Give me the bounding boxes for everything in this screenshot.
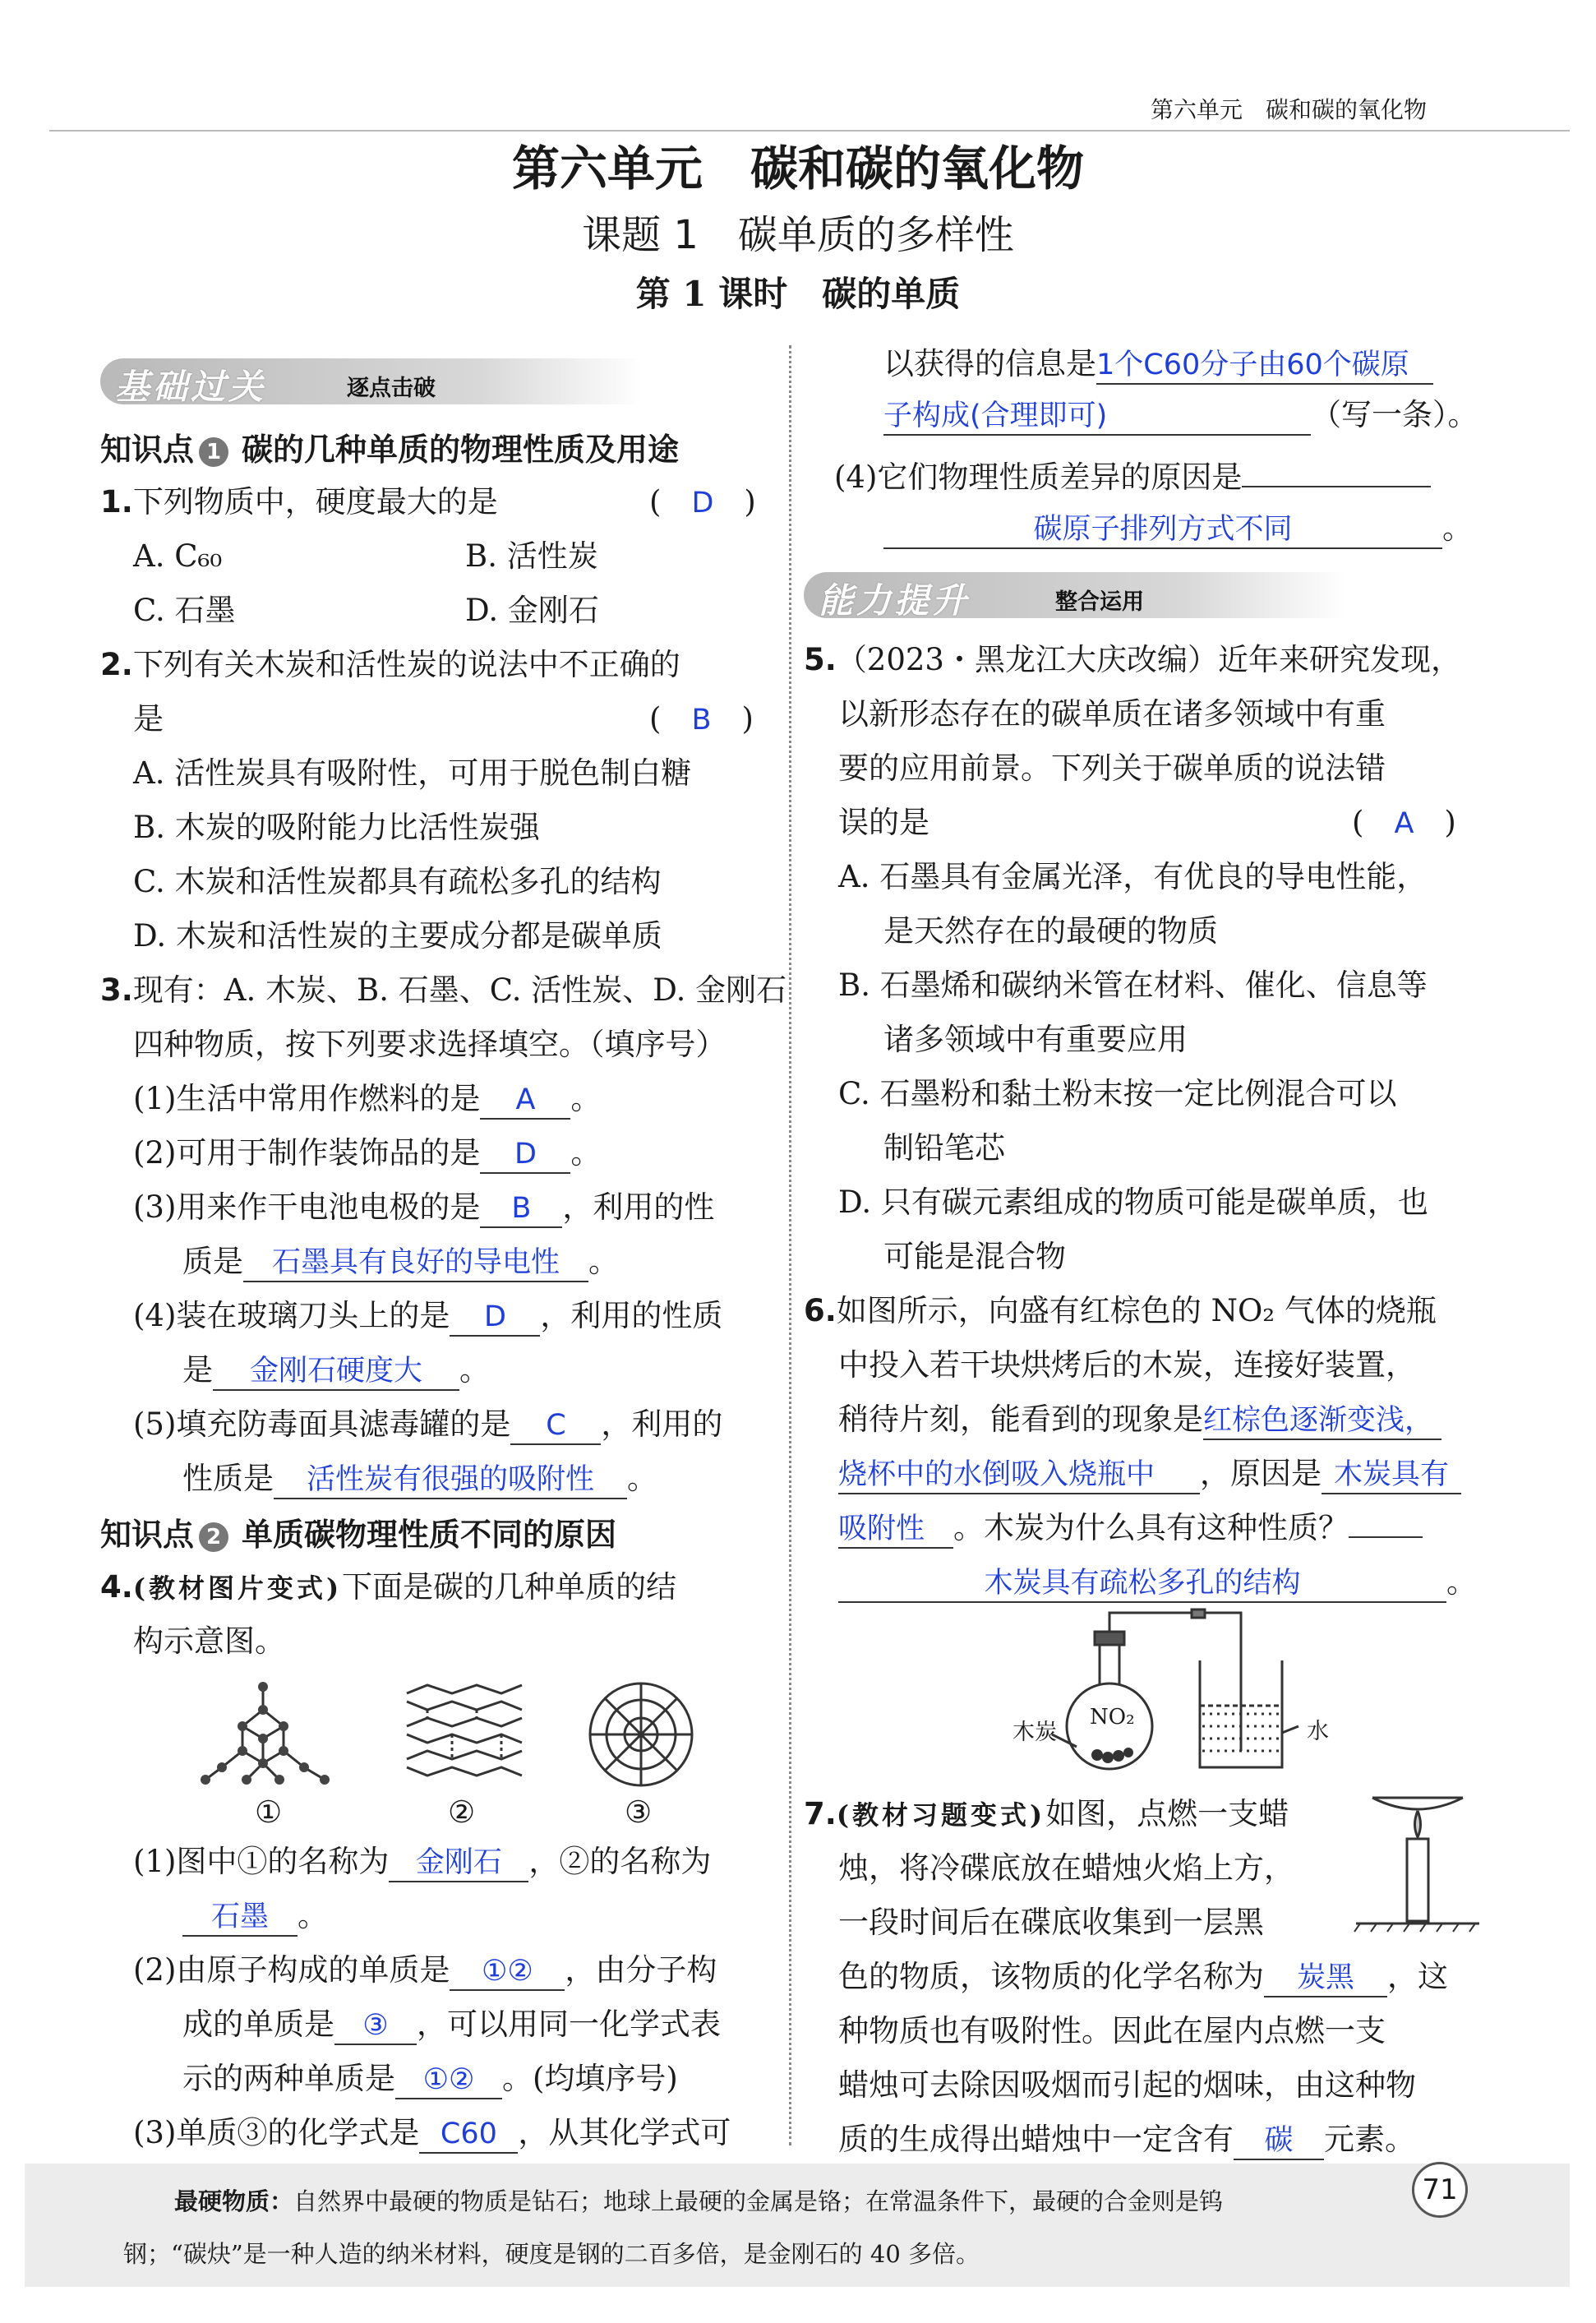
q3-part-3-cont: 质是 石墨具有良好的导电性 。 [182,1241,619,1282]
graphite-structure-figure [403,1681,526,1788]
q5-stem-2: 以新形态存在的碳单质在诸多领域中有重 [838,696,1386,732]
q3-part-3: (3)用来作干电池电极的是 B ，利用的性 [133,1187,714,1228]
q7-candle-figure [1348,1788,1488,1940]
q7-stem-2: 烛，将冷碟底放在蜡烛火焰上方， [838,1850,1294,1886]
q4-part-2-cont: 成的单质是 ③ ，可以用同一化学式表 [182,2004,721,2045]
lesson-title: 课题 1 碳单质的多样性 [582,212,1014,258]
q6-answer-5: 木炭具有疏松多孔的结构 [984,1567,1301,1600]
footer-label: 最硬物质： [174,2187,294,2215]
q3-answer-3: B [511,1192,532,1225]
basic-banner-sub: 逐点击破 [347,376,436,401]
q4-answer-1b: 石墨 [210,1900,269,1933]
q2-option-d: D. 木炭和活性炭的主要成分都是碳单质 [133,918,662,954]
q4-part-3: (3)单质③的化学式是 C60 ，从其化学式可 [133,2113,731,2154]
basic-banner [100,358,643,407]
q6-label-water: 水 [1307,1719,1329,1744]
q5-option-d-2: 可能是混合物 [883,1239,1066,1274]
q6-answer-1: 红棕色逐渐变浅， [1203,1404,1434,1437]
q4-answer-1: 金刚石 [415,1846,502,1879]
kp-number: 1 [199,437,228,467]
q7-stem-7: 蜡烛可去除因吸烟而引起的烟味，由这种物 [838,2067,1416,2103]
q4-part-3-cont2: 子构成(合理即可) （写一条）。 [883,395,1478,436]
knowledge-point-2 [100,1509,616,1554]
q4-part-4: (4)它们物理性质差异的原因是 [834,457,1431,498]
q7-answer-1: 炭黑 [1296,1961,1354,1994]
ability-banner [804,572,1346,621]
q1-option-c: C. 石墨 [133,593,236,628]
footer-line-1: 最硬物质：自然界中最硬的物质是钻石；地球上最硬的金属是铬；在常温条件下，最硬的合金则是钨 [174,2187,1224,2215]
q6-label-no2: NO₂ [1090,1705,1135,1730]
q7-answer-2: 碳 [1264,2124,1294,2157]
q6-answer-4: 吸附性 [838,1512,925,1545]
q4-answer-3c: 子构成(合理即可) [883,399,1108,432]
q4-answer-2b: ③ [362,2009,389,2042]
q7-stem-6: 种物质也有吸附性。因此在屋内点燃一支 [838,2013,1386,2048]
q3-part-4-cont: 是 金刚石硬度大 。 [182,1350,490,1391]
q3-answer-4b: 金刚石硬度大 [249,1355,422,1388]
q3-part-1: (1)生活中常用作燃料的是 A 。 [133,1078,601,1120]
q3-part-5: (5)填充防毒面具滤毒罐的是 C ，利用的 [133,1404,722,1445]
q6-stem-5: 吸附性 。木炭为什么具有这种性质？ [838,1508,1423,1549]
q1-option-d: D. 金刚石 [465,593,599,628]
q1-answer: ( D ) [649,484,756,520]
q4-answer-3b: 1个C60分子由60个碳原 [1096,349,1409,381]
fig-label-3: ③ [625,1794,653,1830]
kp-label: 知识点 [100,432,195,468]
q3-answer-3b: 石墨具有良好的导电性 [271,1246,560,1279]
q2-answer: ( B ) [649,701,754,737]
fig-label-1: ① [255,1794,283,1830]
q4-part-2-cont2: 示的两种单质是 ①② 。(均填序号) [182,2058,678,2099]
fig-label-2: ② [448,1794,476,1830]
q7-stem-3: 一段时间后在碟底收集到一层黑 [838,1905,1264,1940]
unit-title: 第六单元 碳和碳的氧化物 [511,141,1084,196]
kp-title: 单质碳物理性质不同的原因 [242,1517,617,1553]
q3-answer-5: C [546,1409,566,1442]
page-number: 71 [1412,2162,1468,2218]
q4-part-1: (1)图中①的名称为 金刚石 ，②的名称为 [133,1841,711,1882]
q6-label-charcoal: 木炭 [1012,1720,1057,1745]
q6-stem-4: 烧杯中的水倒吸入烧瓶中 ，原因是 木炭具有 [838,1453,1461,1494]
q6-answer-2: 烧杯中的水倒吸入烧瓶中 [838,1458,1155,1491]
kp-title: 碳的几种单质的物理性质及用途 [242,432,680,468]
c60-structure-figure [584,1677,699,1792]
q3-answer-4: D [483,1300,506,1333]
column-divider [789,345,791,2145]
q3-part-4: (4)装在玻璃刀头上的是 D ，利用的性质 [133,1295,722,1337]
q6-stem-2: 中投入若干块烘烤后的木炭，连接好装置， [838,1347,1416,1383]
q4-answer-2c: ①② [422,2063,475,2096]
q4-answer-4: 碳原子排列方式不同 [1033,513,1293,546]
q5-answer-value: A [1394,807,1414,840]
q2-stem-2: 是 [133,701,164,737]
q2-option-c: C. 木炭和活性炭都具有疏松多孔的结构 [133,864,662,899]
ability-banner-sub: 整合运用 [1055,589,1144,615]
q3-part-5-cont: 性质是 活性炭有很强的吸附性 。 [182,1458,657,1499]
q4-answer-2: ①② [482,1955,533,1988]
footer-line-2: 钢；“碳炔”是一种人造的纳米材料，硬度是钢的二百多倍，是金刚石的 40 多倍。 [123,2240,980,2268]
q6-answer-3: 木炭具有 [1333,1458,1449,1491]
q4-part-2: (2)由原子构成的单质是 ①② ，由分子构 [133,1950,717,1991]
q6-stem-3: 稍待片刻，能看到的现象是红棕色逐渐变浅， [838,1399,1441,1440]
q6-apparatus-figure [1044,1603,1331,1776]
q4-part-3-cont: 以获得的信息是1个C60分子由60个碳原 [883,344,1433,385]
q5-option-c: C. 石墨粉和黏土粉末按一定比例混合可以 [838,1076,1397,1111]
q7-stem-4: 色的物质，该物质的化学名称为 炭黑 ，这 [838,1956,1448,1997]
q1-answer-value: D [691,487,714,520]
q3-answer-2: D [514,1138,537,1171]
q4-stem-2: 构示意图。 [133,1623,285,1659]
q1-option-a: A. C₆₀ [133,538,223,574]
q6-stem-6: 木炭具有疏松多孔的结构 。 [838,1562,1477,1603]
q4-stem: 4.(教材图片变式)下面是碳的几种单质的结 [100,1569,677,1605]
q3-answer-5b: 活性炭有很强的吸附性 [306,1463,594,1496]
q7-stem-8: 质的生成得出蜡烛中一定含有 碳 元素。 [838,2119,1415,2160]
q5-stem-3: 要的应用前景。下列关于碳单质的说法错 [838,750,1386,786]
q5-option-d: D. 只有碳元素组成的物质可能是碳单质，也 [838,1185,1428,1220]
q4-part-4-cont: 碳原子排列方式不同 。 [883,508,1473,549]
basic-banner-title: 基础过关 [115,367,267,407]
q7-stem: 7.(教材习题变式)如图，点燃一支蜡 [804,1796,1289,1831]
q5-option-c-2: 制铅笔芯 [883,1130,1005,1166]
q2-stem: 2.下列有关木炭和活性炭的说法中不正确的 [100,647,680,682]
q2-option-b: B. 木炭的吸附能力比活性炭强 [133,810,540,845]
q3-stem: 3.现有：A. 木炭、B. 石墨、C. 活性炭、D. 金刚石 [100,972,787,1008]
q3-part-2: (2)可用于制作装饰品的是 D 。 [133,1133,601,1174]
q5-option-b: B. 石墨烯和碳纳米管在材料、催化、信息等 [838,968,1428,1003]
q3-stem-2: 四种物质，按下列要求选择填空。（填序号） [133,1027,727,1062]
q5-answer: ( A ) [1352,805,1456,840]
q5-stem: 5.（2023・黑龙江大庆改编）近年来研究发现， [804,642,1461,677]
kp-number: 2 [199,1522,228,1552]
q3-answer-1: A [515,1083,536,1116]
q2-answer-value: B [691,704,712,737]
q1-option-b: B. 活性炭 [465,538,598,574]
knowledge-point-1 [100,424,679,469]
q1-stem: 1.下列物质中，硬度最大的是 [100,484,498,520]
q5-option-a-2: 是天然存在的最硬的物质 [883,913,1218,949]
period-title: 第 1 课时 碳的单质 [635,274,961,314]
q5-stem-4: 误的是 [838,805,929,840]
ability-banner-title: 能力提升 [819,580,971,621]
q6-stem: 6.如图所示，向盛有红棕色的 NO₂ 气体的烧瓶 [804,1293,1437,1328]
q5-option-b-2: 诸多领域中有重要应用 [883,1022,1188,1057]
q5-option-a: A. 石墨具有金属光泽，有优良的导电性能， [838,859,1428,894]
kp-label: 知识点 [100,1517,195,1553]
q4-answer-3: C60 [440,2117,497,2150]
diamond-structure-figure [197,1677,337,1792]
q2-option-a: A. 活性炭具有吸附性，可用于脱色制白糖 [133,755,692,791]
q4-part-1-cont: 石墨 。 [182,1896,328,1937]
running-header: 第六单元 碳和碳的氧化物 [1151,96,1428,123]
